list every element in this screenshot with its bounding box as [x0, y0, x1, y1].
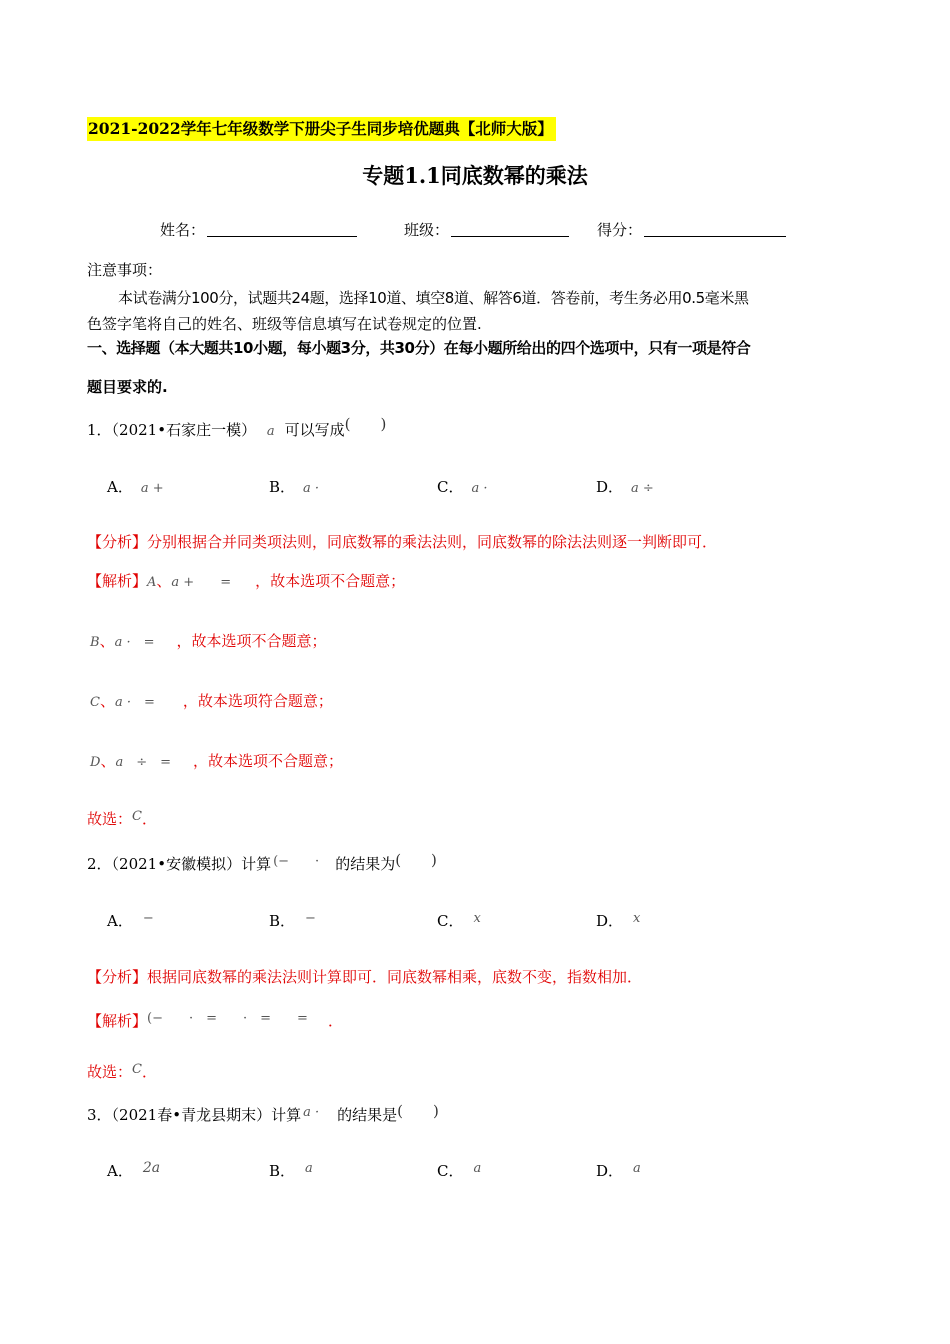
analysis-text: 根据同底数幂的乘法法则计算即可．同底数幂相乘，底数不变，指数相加．: [147, 968, 643, 986]
question-source: （2021•安徽模拟）计算: [111, 855, 272, 873]
solution-2: 【解析】(− · = · = = ．: [87, 1011, 343, 1030]
option-a[interactable]: A． 2a: [107, 1160, 161, 1180]
option-c[interactable]: C． x: [437, 911, 481, 930]
question-1: [87, 413, 386, 440]
answer-paren: ( ): [397, 1102, 439, 1120]
solution-1-b: B、a · = ，故本选项不合题意；: [90, 632, 327, 650]
option-b[interactable]: B． a: [269, 1161, 313, 1180]
question-number: 2．: [87, 855, 112, 873]
class-field[interactable]: [404, 219, 569, 240]
solution-1-c: C、a · = ，故本选项符合题意；: [90, 692, 333, 710]
analysis-tag: 【分析】: [87, 968, 148, 986]
analysis-1: [87, 531, 717, 552]
solution-1-a: 【解析】A、a + = ，故本选项不合题意；: [87, 572, 406, 590]
option-a[interactable]: A． a +: [107, 478, 164, 496]
name-label: 姓名：: [160, 221, 206, 239]
question-source: （2021•石家庄一模）: [111, 421, 257, 439]
question-expr: a: [266, 424, 275, 439]
option-c[interactable]: C． a: [437, 1161, 482, 1180]
notes-heading: 注意事项：: [87, 261, 163, 279]
page-title: 专题1.1同底数幂的乘法: [362, 163, 588, 188]
answer-paren: ( ): [395, 851, 437, 869]
option-d[interactable]: D． a: [596, 1161, 641, 1180]
option-d[interactable]: D． x: [596, 911, 641, 930]
option-d[interactable]: D． a ÷: [596, 478, 654, 496]
question-expr: a ·: [303, 1105, 320, 1120]
name-field[interactable]: [160, 219, 357, 240]
analysis-text: 分别根据合并同类项法则，同底数幂的乘法法则，同底数幂的除法法则逐一判断即可．: [147, 533, 718, 551]
notes-line-1: 本试卷满分100分，试题共24题，选择10道、填空8道、解答6道．答卷前，考生务必用0.5毫米黑: [118, 289, 749, 307]
class-blank[interactable]: [451, 220, 569, 237]
question-stem: 的结果为: [335, 855, 396, 873]
option-a[interactable]: A． −: [107, 911, 154, 930]
option-b[interactable]: B． −: [269, 911, 316, 930]
answer-1: 故选：C．: [87, 809, 157, 828]
question-2: [87, 849, 437, 874]
option-b[interactable]: B． a ·: [269, 478, 320, 496]
score-label: 得分：: [597, 221, 643, 239]
answer-2: 故选：C．: [87, 1062, 157, 1081]
name-blank[interactable]: [207, 220, 357, 237]
analysis-tag: 【分析】: [87, 533, 148, 551]
analysis-2: [87, 966, 642, 987]
score-blank[interactable]: [644, 220, 786, 237]
answer-letter: C: [132, 809, 142, 824]
question-expr: (− ·: [273, 854, 320, 869]
question-3: [87, 1100, 439, 1125]
option-c[interactable]: C． a ·: [437, 478, 488, 496]
question-source: （2021春•青龙县期末）计算: [111, 1106, 302, 1124]
question-number: 1．: [87, 421, 112, 439]
question-number: 3．: [87, 1106, 112, 1124]
section-heading-2: 题目要求的.: [87, 378, 168, 396]
section-heading: 一、选择题（本大题共10小题，每小题3分，共30分）在每小题所给出的四个选项中，只有一项是符合: [87, 339, 751, 357]
question-stem: 的结果是: [337, 1106, 398, 1124]
solution-tag: 【解析】: [87, 572, 148, 590]
score-field[interactable]: [597, 219, 786, 240]
question-stem: 可以写成: [284, 421, 345, 439]
answer-letter: C: [132, 1062, 142, 1077]
series-title: 2021-2022学年七年级数学下册尖子生同步培优题典【北师大版】: [87, 117, 556, 141]
notes-line-2: 色签字笔将自己的姓名、班级等信息填写在试卷规定的位置.: [87, 315, 482, 333]
solution-tag: 【解析】: [87, 1012, 148, 1030]
answer-paren: ( ): [344, 415, 387, 433]
class-label: 班级：: [404, 221, 450, 239]
solution-1-d: D、a ÷ = ，故本选项不合题意；: [90, 752, 344, 770]
